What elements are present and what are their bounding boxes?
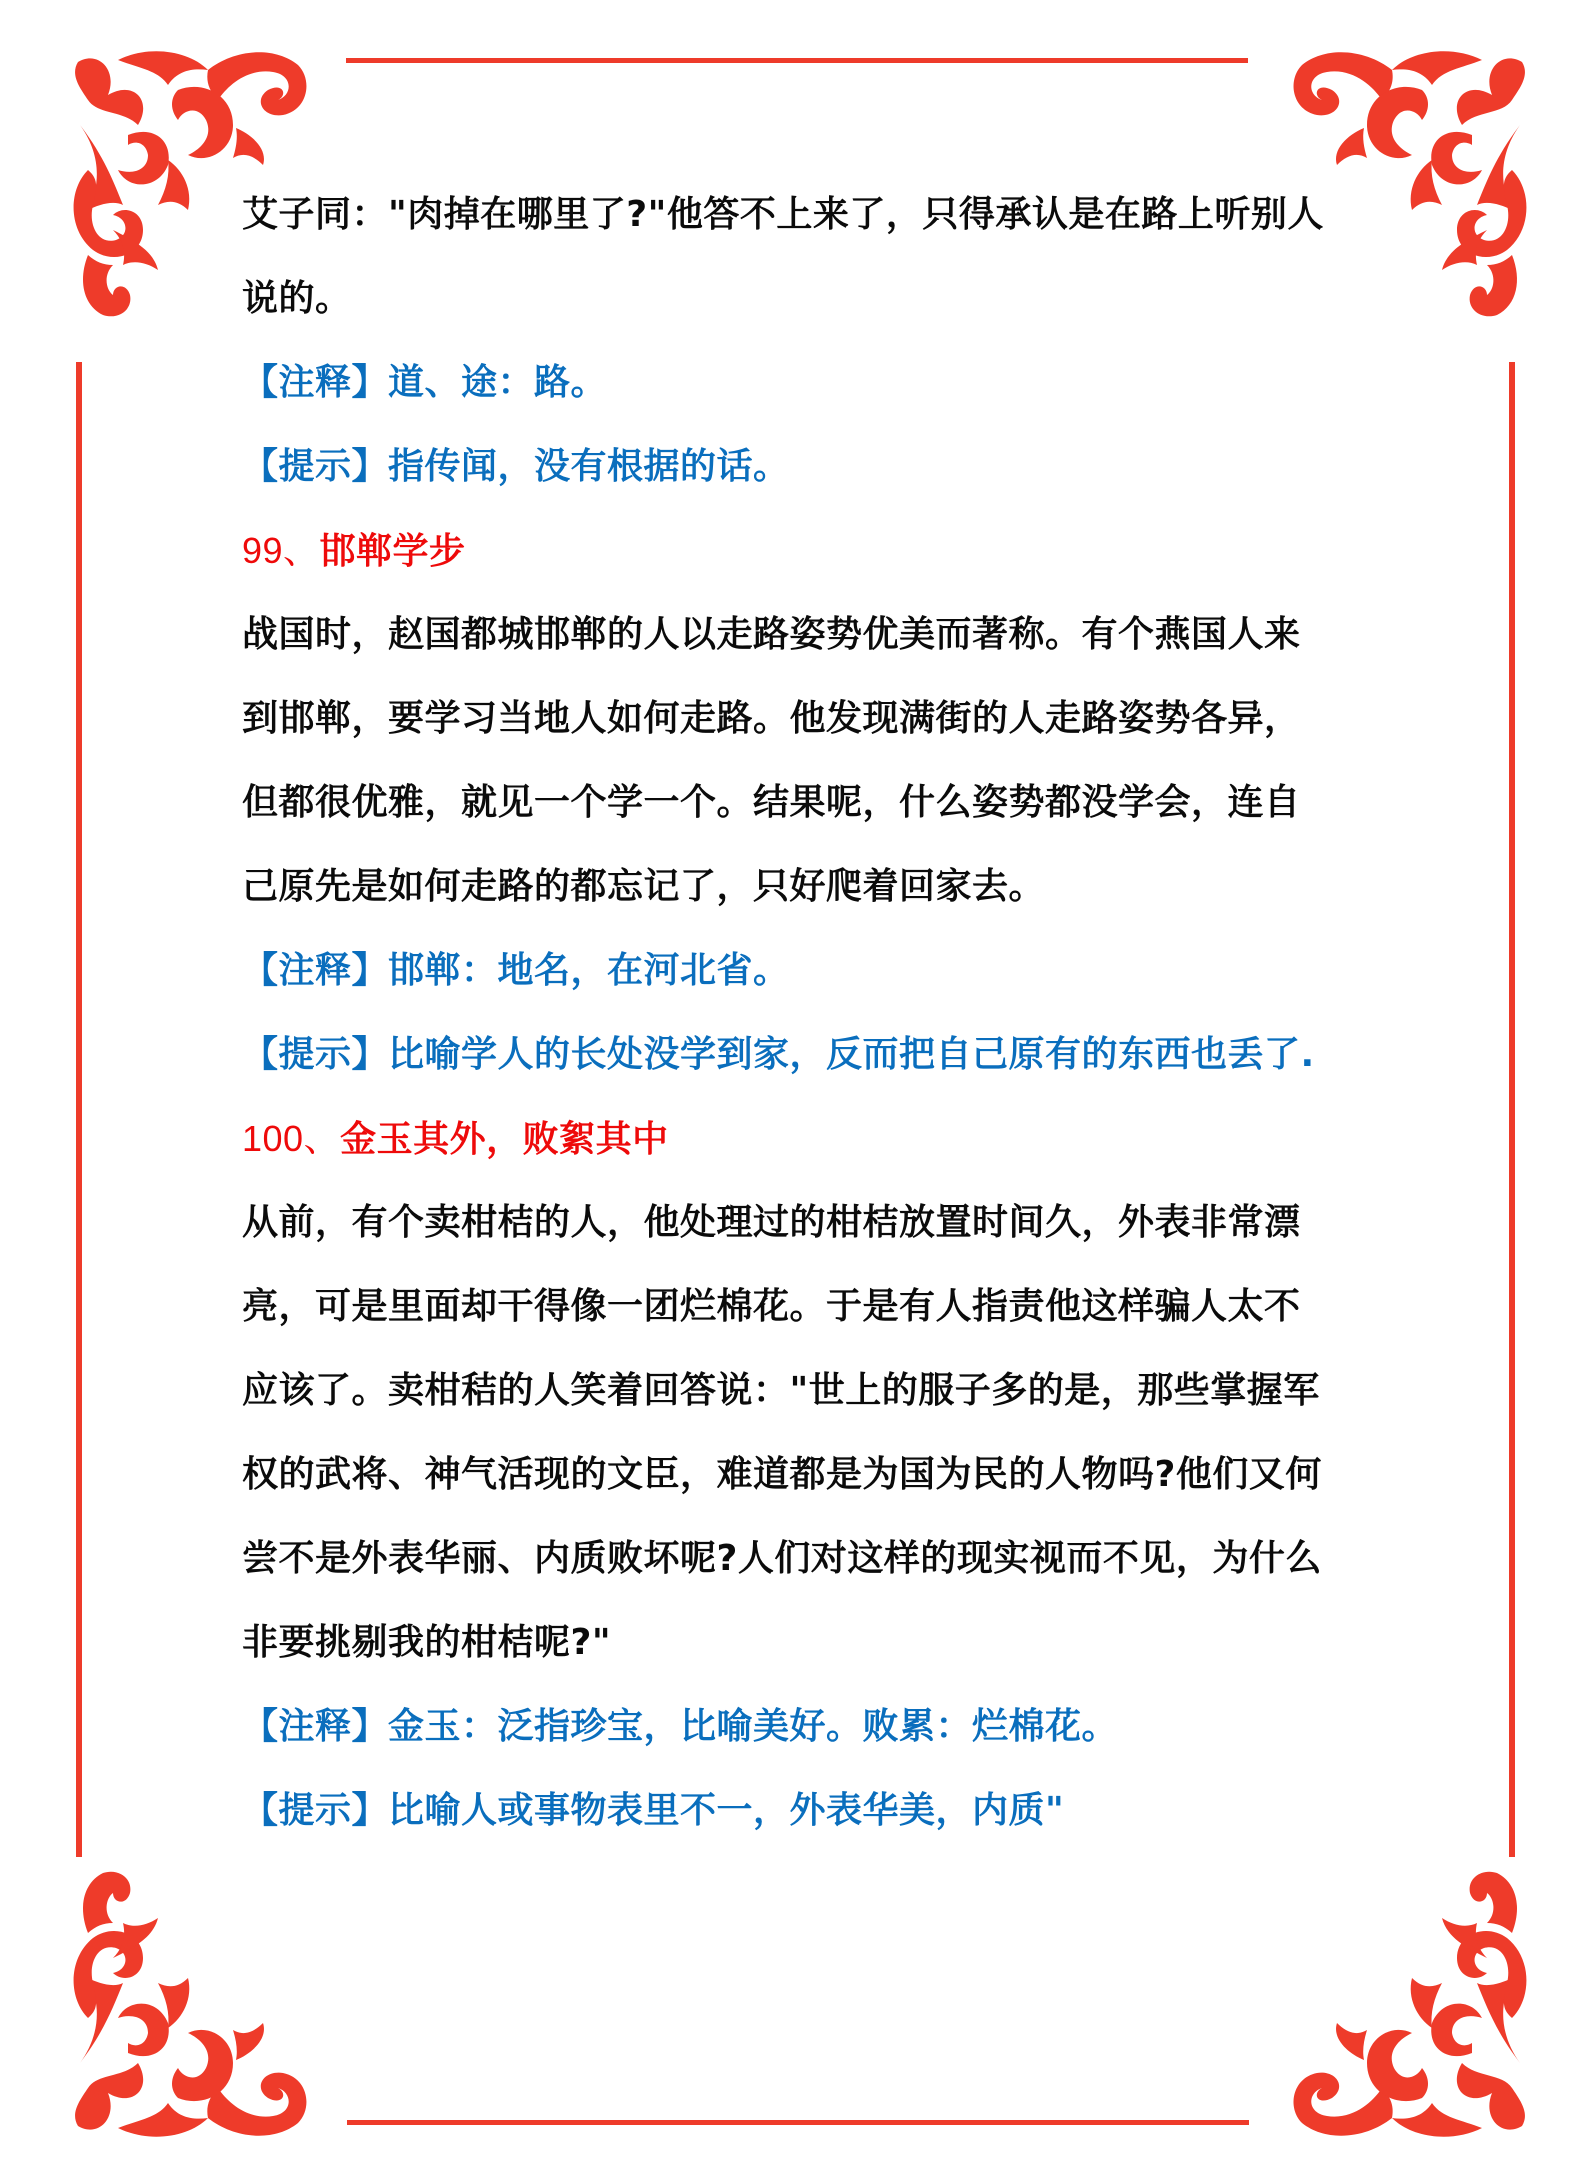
- document-body: [242, 173, 1372, 1853]
- idiom-number: 100、: [242, 1118, 341, 1159]
- annotation-note: 【注释】邯郸：地名，在河北省。: [242, 950, 790, 991]
- bottom-border-line: [347, 2120, 1249, 2125]
- idiom-number: 99、: [242, 530, 320, 571]
- story-text-line: 但都很优雅，就见一个学一个。结果呢，什么姿势都没学会，连自: [242, 782, 1301, 823]
- annotation-hint: 【提示】比喻学人的长处没学到家，反而把自己原有的东西也丢了.: [242, 1034, 1315, 1075]
- story-text-line: 非要挑剔我的柑桔呢?": [242, 1622, 612, 1663]
- left-border-line: [76, 362, 82, 1857]
- annotation-note: 【注释】金玉：泛指珍宝，比喻美好。败累：烂棉花。: [242, 1706, 1119, 1747]
- idiom-title: 邯郸学步: [319, 531, 466, 572]
- corner-ornament-icon-bottom-right: [1262, 1868, 1542, 2148]
- story-text-line: 亮，可是里面却干得像一团烂棉花。于是有人指责他这样骗人太不: [242, 1286, 1301, 1327]
- idiom-heading-99: [242, 509, 1372, 593]
- story-text-line: 尝不是外表华丽、内质败坏呢?人们对这样的现实视而不见，为什么: [242, 1538, 1322, 1579]
- story-text-line: 从前，有个卖柑桔的人，他处理过的柑桔放置时间久，外表非常漂: [242, 1202, 1301, 1243]
- annotation-hint: 【提示】指传闻，没有根据的话。: [242, 446, 790, 487]
- top-border-line: [346, 58, 1248, 63]
- annotation-hint: 【提示】比喻人或事物表里不一，外表华美，内质": [242, 1790, 1065, 1831]
- corner-ornament-icon-bottom-left: [58, 1868, 338, 2148]
- story-text-line: 战国时，赵国都城邯郸的人以走路姿势优美而著称。有个燕国人来: [242, 614, 1301, 655]
- story-text-line: 权的武将、神气活现的文臣，难道都是为国为民的人物吗?他们又何: [242, 1454, 1322, 1495]
- right-border-line: [1509, 362, 1515, 1857]
- annotation-note: 【注释】道、途：路。: [242, 362, 608, 403]
- story-text-line: 艾子同："肉掉在哪里了?"他答不上来了，只得承认是在路上听别人: [242, 194, 1324, 235]
- story-text-line: 说的。: [242, 278, 352, 319]
- story-text-line: 到邯郸，要学习当地人如何走路。他发现满街的人走路姿势各异，: [242, 698, 1301, 739]
- story-text-line: 己原先是如何走路的都忘记了，只好爬着回家去。: [242, 866, 1046, 907]
- idiom-title: 金玉其外，败絮其中: [340, 1119, 669, 1160]
- idiom-heading-100: [242, 1097, 1372, 1181]
- story-text-line: 应该了。卖柑秸的人笑着回答说："世上的服子多的是，那些掌握军: [242, 1370, 1320, 1411]
